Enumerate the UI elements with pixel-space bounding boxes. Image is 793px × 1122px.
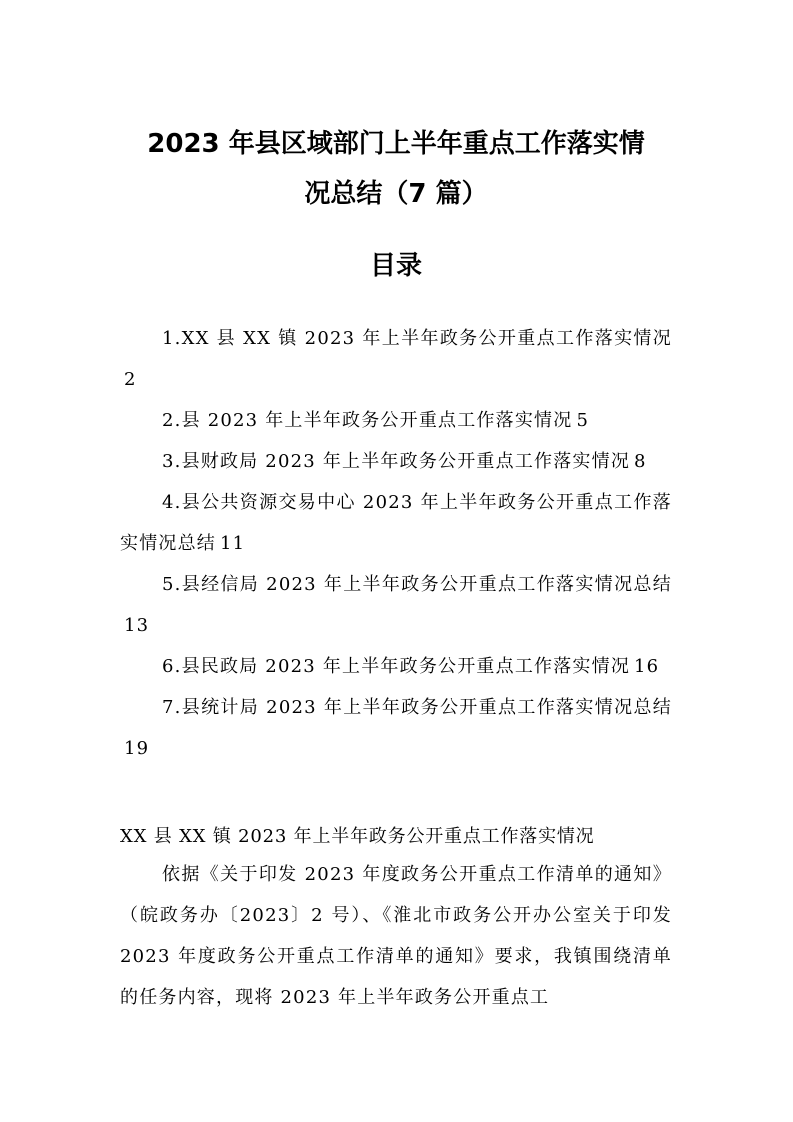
toc-item-page: 2 xyxy=(124,369,137,390)
toc-item-page: 13 xyxy=(124,615,150,636)
toc-item-page: 11 xyxy=(220,533,246,554)
toc-item-5[interactable] xyxy=(120,564,672,646)
toc-item-label: 7.县统计局 2023 年上半年政务公开重点工作落实情况总结 xyxy=(162,697,672,718)
toc-item-label: 5.县经信局 2023 年上半年政务公开重点工作落实情况总结 xyxy=(162,574,672,595)
toc-item-label: 6.县民政局 2023 年上半年政务公开重点工作落实情况 xyxy=(162,656,631,677)
toc-item-label: 4.县公共资源交易中心 2023 年上半年政务公开重点工作落实情况总结 xyxy=(120,492,672,554)
toc-item-6[interactable] xyxy=(120,646,672,687)
toc-item-page: 16 xyxy=(634,656,660,677)
toc-item-page: 8 xyxy=(634,451,647,472)
toc-item-7[interactable] xyxy=(120,687,672,769)
toc-item-4[interactable] xyxy=(120,482,672,564)
toc-heading: 目录 xyxy=(369,251,422,281)
toc-item-page: 5 xyxy=(576,410,590,431)
body-paragraph: 依据《关于印发 2023 年度政务公开重点工作清单的通知》（皖政务办〔2023〕2 号）、《淮北市政务公开办公室关于印发 2023 年度政务公开重点工作清单的通知》要求，我镇围绕清单的任务内容，现将 2023 年上半年政务公开重点工 xyxy=(120,864,672,1008)
document-title-line2: 况总结（7 篇） xyxy=(304,179,488,209)
section-title: XX 县 XX 镇 2023 年上半年政务公开重点工作落实情况 xyxy=(120,826,595,847)
toc-item-label: 3.县财政局 2023 年上半年政务公开重点工作落实情况 xyxy=(162,451,631,472)
toc-item-3[interactable] xyxy=(120,441,672,482)
toc-item-page: 19 xyxy=(124,738,150,759)
document-title-line1: 2023 年县区域部门上半年重点工作落实情 xyxy=(147,129,645,159)
table-of-contents xyxy=(120,318,672,769)
toc-item-label: 2.县 2023 年上半年政务公开重点工作落实情况 xyxy=(162,410,573,431)
toc-item-2[interactable] xyxy=(120,400,672,441)
toc-item-label: 1.XX 县 XX 镇 2023 年上半年政务公开重点工作落实情况 xyxy=(162,328,672,349)
toc-item-1[interactable] xyxy=(120,318,672,400)
